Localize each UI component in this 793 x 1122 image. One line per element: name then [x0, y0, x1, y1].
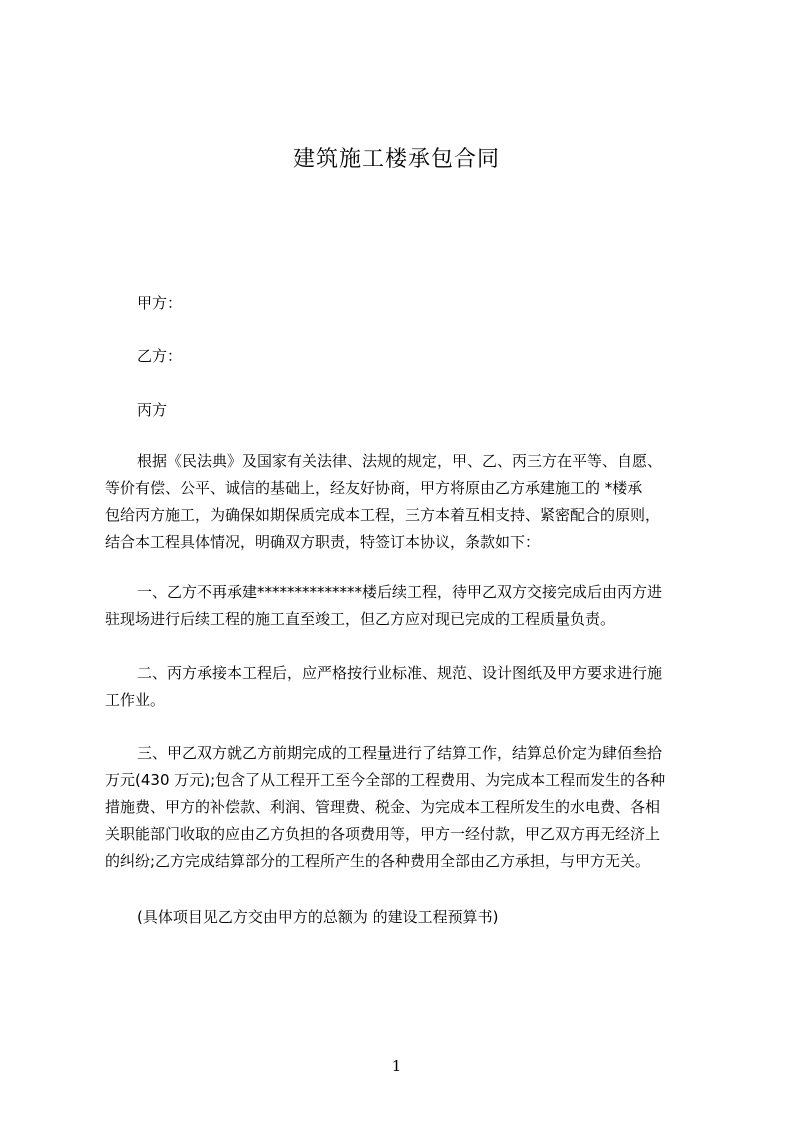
party-c-label: 丙方 [137, 401, 168, 419]
document-title: 建筑施工楼承包合同 [292, 147, 500, 172]
clause-1-line: 一、乙方不再承建**************楼后续工程，待甲乙双方交接完成后由丙方进 [137, 583, 663, 601]
clause-3-line: 三、甲乙双方就乙方前期完成的工程量进行了结算工作，结算总价定为肆佰叁拾 [137, 744, 663, 762]
clause-3-paragraph [105, 740, 701, 875]
party-b-label: 乙方： [137, 347, 183, 365]
preamble-line: 包给丙方施工，为确保如期保质完成本工程，三方本着互相支持、紧密配合的原则， [105, 506, 661, 524]
preamble-line: 根据《民法典》及国家有关法律、法规的规定，甲、乙、丙三方在平等、自愿、 [137, 452, 663, 470]
clause-2-paragraph [105, 660, 701, 714]
budget-note: (具体项目见乙方交由甲方的总额为 的建设工程预算书) [137, 908, 499, 926]
clause-1-paragraph [105, 579, 701, 633]
clause-1-line: 驻现场进行后续工程的施工直至竣工，但乙方应对现已完成的工程质量负责。 [105, 610, 616, 628]
clause-2-line: 二、丙方承接本工程后，应严格按行业标准、规范、设计图纸及甲方要求进行施 [137, 664, 663, 682]
preamble-line: 结合本工程具体情况，明确双方职责，特签订本协议，条款如下： [105, 533, 541, 551]
clause-3-line: 关职能部门收取的应由乙方负担的各项费用等，甲方一经付款，甲乙双方再无经济上 [105, 825, 661, 843]
clause-3-line: 万元(430 万元);包含了从工程开工至今全部的工程费用、为完成本工程而发生的各种 [105, 771, 666, 789]
clause-3-line: 的纠纷;乙方完成结算部分的工程所产生的各种费用全部由乙方承担，与甲方无关。 [105, 852, 651, 870]
page-number: 1 [391, 1057, 402, 1075]
preamble-paragraph [105, 448, 701, 556]
clause-2-line: 工作业。 [105, 691, 166, 709]
preamble-line: 等价有偿、公平、诚信的基础上，经友好协商，甲方将原由乙方承建施工的 *楼承 [105, 479, 643, 497]
party-a-label: 甲方： [137, 294, 183, 312]
clause-3-line: 措施费、甲方的补偿款、利润、管理费、税金、为完成本工程所发生的水电费、各相 [105, 798, 661, 816]
